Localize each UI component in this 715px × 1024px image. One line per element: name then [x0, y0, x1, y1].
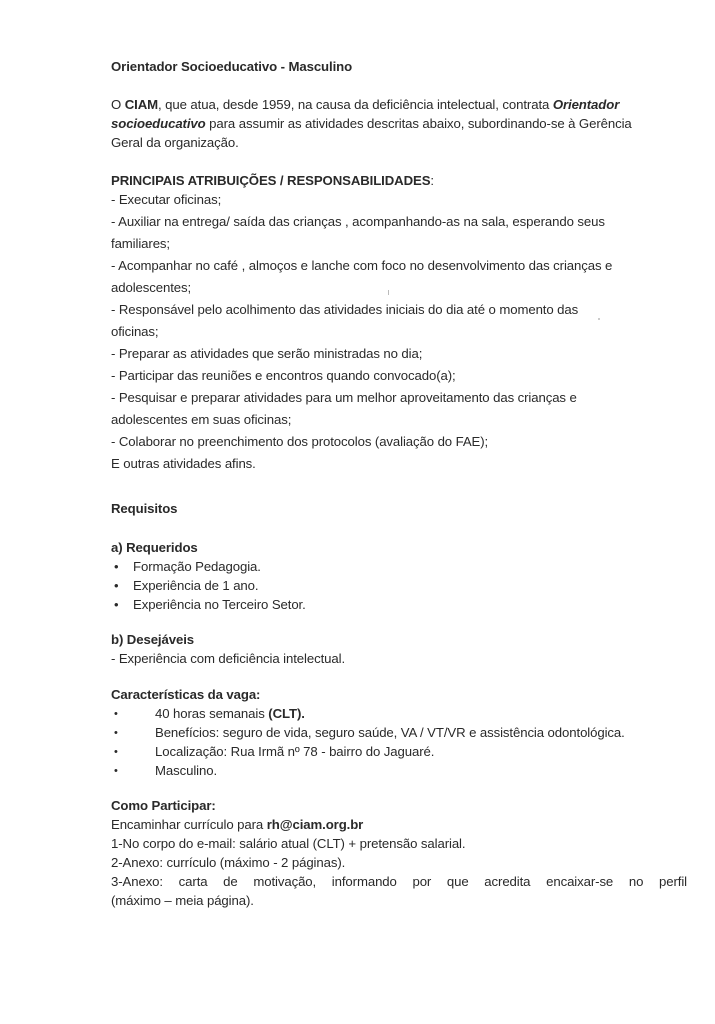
org-name: CIAM — [124, 97, 159, 112]
intro-line-1 — [111, 96, 619, 114]
intro-text-2: para assumir as atividades descritas abaixo, subordinando-se à Gerência — [205, 116, 632, 131]
apply-step: 2-Anexo: currículo (máximo - 2 páginas). — [111, 855, 346, 870]
responsibility-line: - Executar oficinas; — [111, 192, 222, 207]
bullet-icon: • — [114, 708, 118, 720]
how-to-apply-intro — [111, 816, 363, 834]
apply-step: (máximo – meia página). — [111, 893, 254, 908]
responsibility-line: - Acompanhar no café , almoços e lanche com foco no desenvolvimento das crianças e — [111, 258, 613, 273]
required-item: Experiência de 1 ano. — [133, 578, 259, 593]
job-feature-item: Masculino. — [155, 763, 218, 778]
intro-prefix: O — [111, 97, 125, 112]
job-feature-item — [155, 705, 305, 723]
heading-colon: : — [430, 173, 434, 188]
job-feature-item: Localização: Rua Irmã nº 78 - bairro do Jaguaré. — [155, 744, 435, 759]
responsibility-line: - Colaborar no preenchimento dos protocolos (avaliação do FAE); — [111, 434, 489, 449]
responsibility-line: - Preparar as atividades que serão ministradas no dia; — [111, 346, 423, 361]
bullet-icon: • — [114, 746, 118, 758]
intro-line-2 — [111, 115, 632, 133]
responsibility-line: oficinas; — [111, 324, 159, 339]
required-item: Experiência no Terceiro Setor. — [133, 597, 306, 612]
how-to-apply-heading: Como Participar: — [111, 798, 216, 813]
responsibility-line: - Pesquisar e preparar atividades para um melhor aproveitamento das crianças e — [111, 390, 577, 405]
scan-speck — [388, 290, 389, 295]
job-feature-text: 40 horas semanais — [155, 706, 269, 721]
desired-heading: b) Desejáveis — [111, 632, 195, 647]
requirements-heading: Requisitos — [111, 501, 178, 516]
role-name: Orientador — [552, 97, 620, 112]
responsibility-line: E outras atividades afins. — [111, 456, 256, 471]
job-feature-item: Benefícios: seguro de vida, seguro saúde, VA / VT/VR e assistência odontológica. — [155, 725, 625, 740]
responsibilities-heading-text: PRINCIPAIS ATRIBUIÇÕES / RESPONSABILIDADES — [111, 173, 431, 188]
required-heading: a) Requeridos — [111, 540, 198, 555]
email-link[interactable]: rh@ciam.org.br — [266, 817, 364, 832]
intro-text: , que atua, desde 1959, na causa da deficiência intelectual, contrata — [158, 97, 553, 112]
responsibility-line: adolescentes; — [111, 280, 192, 295]
apply-step: 3-Anexo: carta de motivação, informando por que acredita encaixar-se no perfil — [111, 874, 687, 889]
bullet-icon: • — [114, 765, 118, 777]
bullet-icon: • — [114, 559, 119, 574]
responsibility-line: familiares; — [111, 236, 170, 251]
scan-speck — [598, 318, 600, 320]
bullet-icon: • — [114, 597, 119, 612]
responsibility-line: - Responsável pelo acolhimento das atividades iniciais do dia até o momento das — [111, 302, 579, 317]
required-item: Formação Pedagogia. — [133, 559, 261, 574]
role-name-cont: socioeducativo — [111, 116, 206, 131]
responsibilities-heading — [111, 172, 434, 190]
job-features-heading: Características da vaga: — [111, 687, 261, 702]
bullet-icon: • — [114, 578, 119, 593]
intro-line-3: Geral da organização. — [111, 135, 239, 150]
responsibility-line: adolescentes em suas oficinas; — [111, 412, 292, 427]
apply-step: 1-No corpo do e-mail: salário atual (CLT) + pretensão salarial. — [111, 836, 466, 851]
responsibility-line: - Auxiliar na entrega/ saída das crianças , acompanhando-as na sala, esperando seus — [111, 214, 605, 229]
apply-intro-text: Encaminhar currículo para — [111, 817, 267, 832]
desired-item: - Experiência com deficiência intelectual. — [111, 651, 346, 666]
responsibility-line: - Participar das reuniões e encontros quando convocado(a); — [111, 368, 456, 383]
bullet-icon: • — [114, 727, 118, 739]
job-feature-bold: (CLT). — [268, 706, 305, 721]
document-title: Orientador Socioeducativo - Masculino — [111, 59, 353, 74]
